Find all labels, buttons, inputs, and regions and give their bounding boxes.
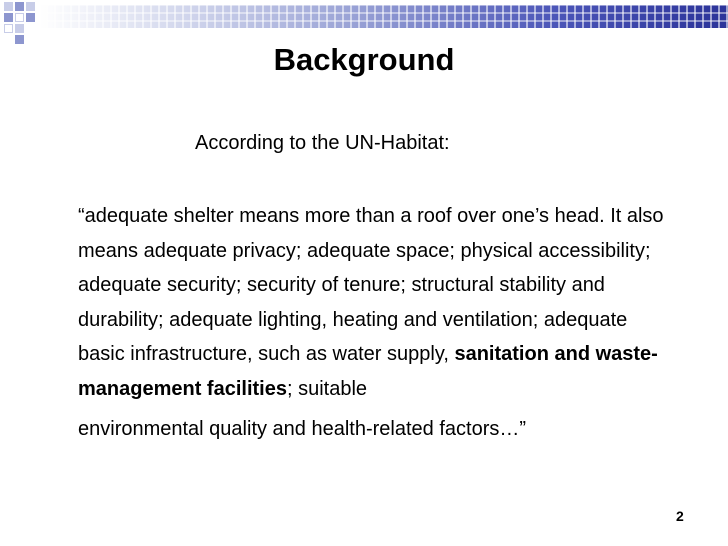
decor-square — [4, 24, 13, 33]
quote-emphasis: sanitation and waste-management facilities — [78, 343, 658, 400]
slide-title: Background — [273, 42, 455, 77]
gradient-bar — [40, 5, 728, 28]
quote-block — [78, 199, 678, 447]
decor-square — [15, 13, 24, 22]
decor-square — [26, 13, 35, 22]
quote-last-line: environmental quality and health-related factors…” — [78, 418, 527, 440]
quote-text: “adequate shelter means more than a roof over one’s head. It also means adequate privacy; adequate space; physical accessibility; adequate security; security of tenure; structural stability and durability; adequate lighting, heating and ventilation; adequate basic infrastructure, such as water supply, — [78, 205, 664, 365]
decor-square — [4, 2, 13, 11]
header-band — [0, 0, 728, 36]
decor-square — [15, 24, 24, 33]
decor-square — [15, 2, 24, 11]
decor-square — [26, 2, 35, 11]
page-number: 2 — [676, 508, 684, 524]
decor-square — [4, 13, 13, 22]
intro-text: According to the UN-Habitat: — [195, 132, 450, 154]
quote-text-tail: ; suitable — [286, 377, 368, 400]
